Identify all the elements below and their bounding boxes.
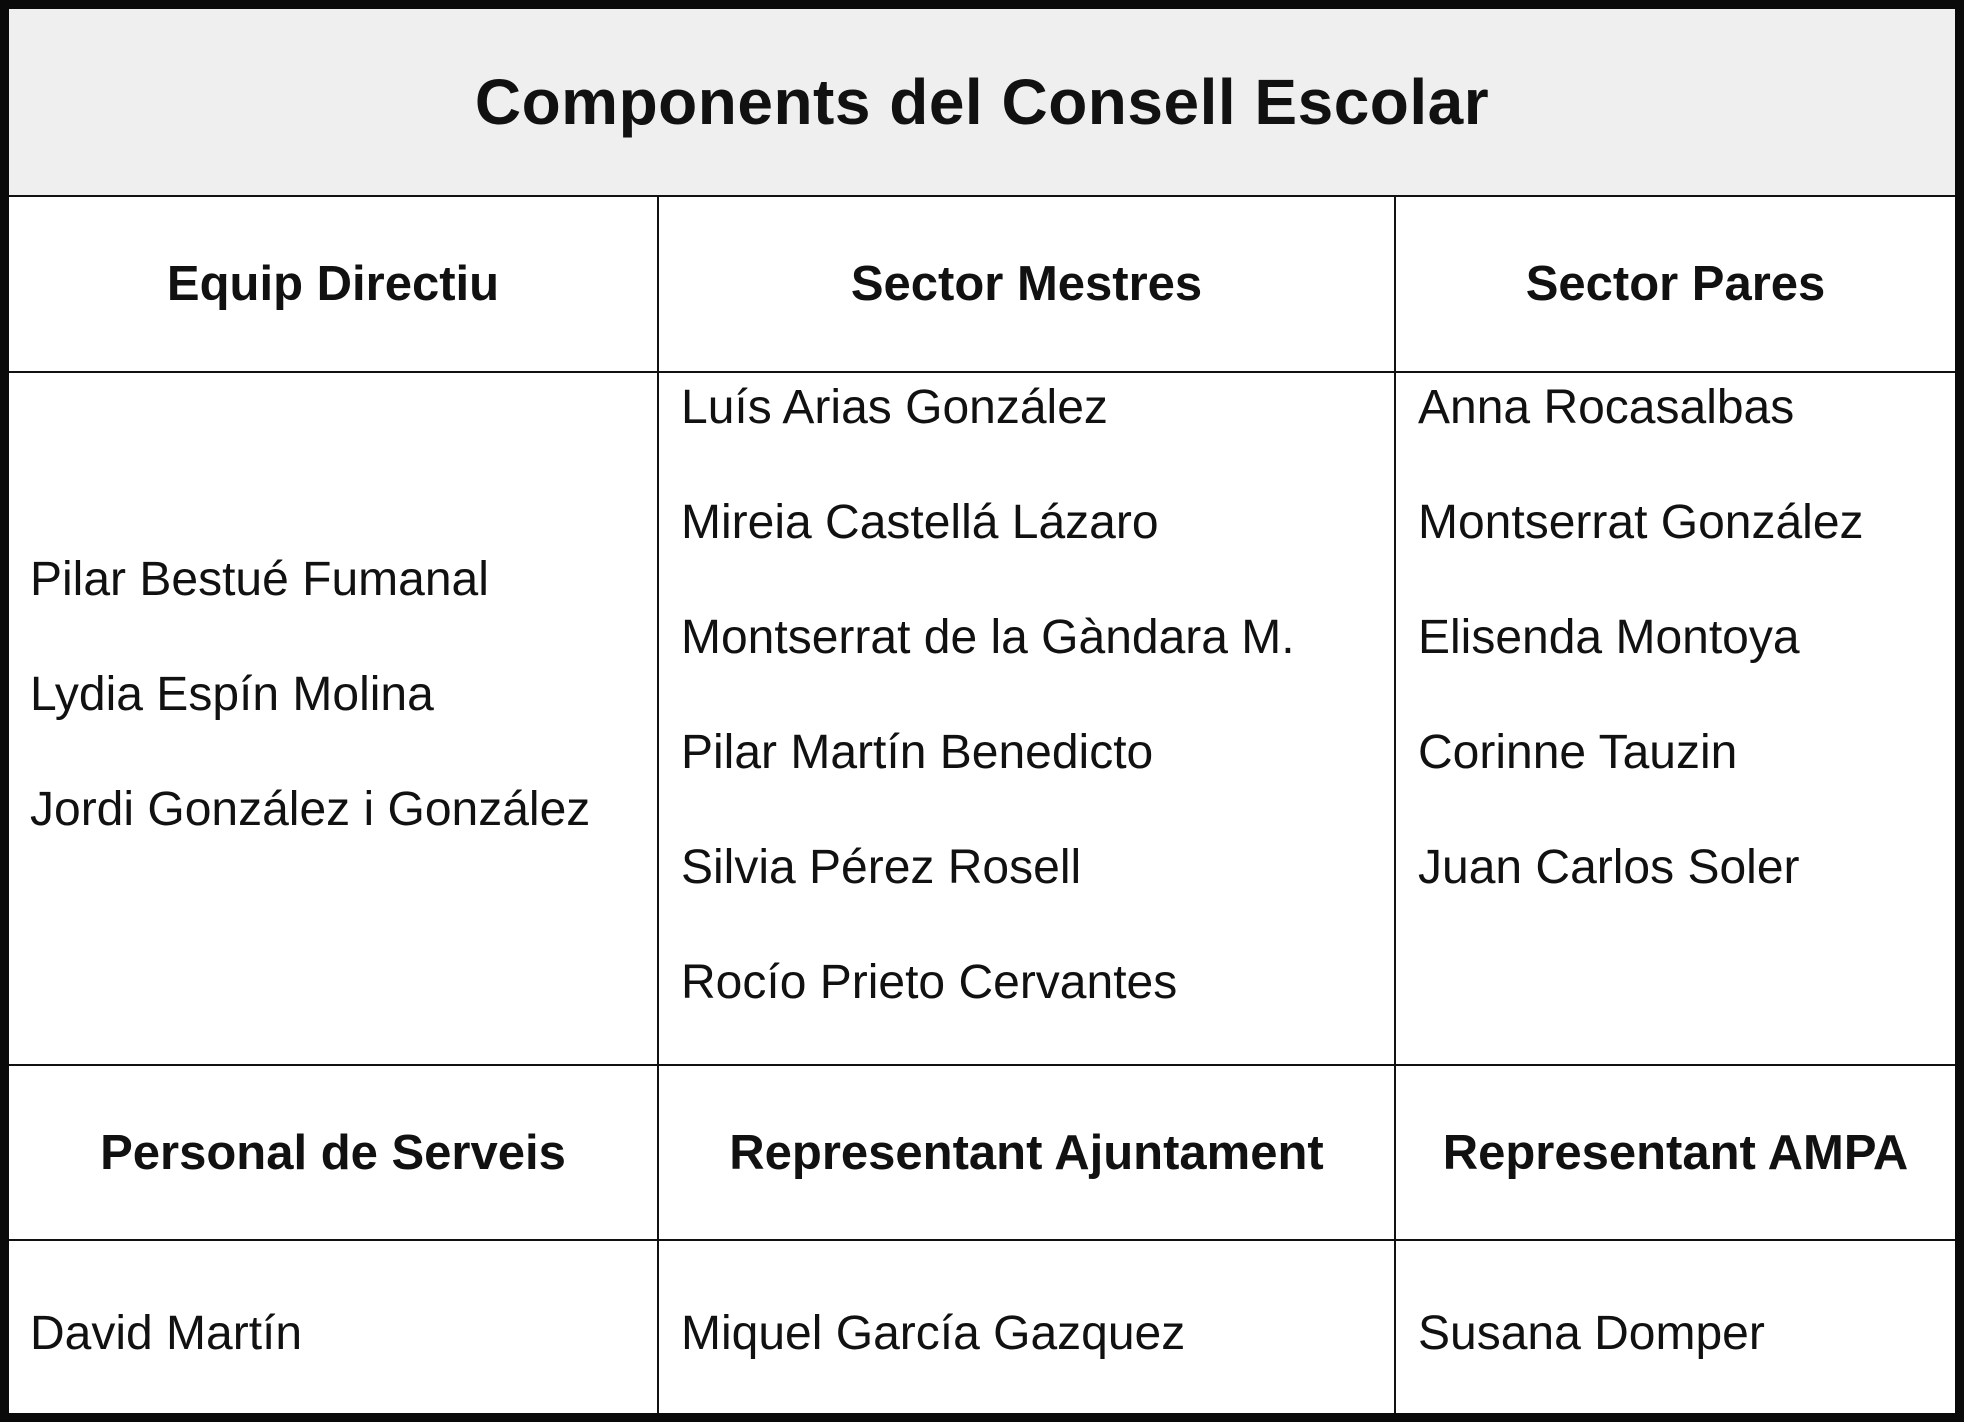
header-representant-ajuntament: Representant Ajuntament <box>729 1125 1324 1180</box>
list-item: Lydia Espín Molina <box>30 668 434 721</box>
title-bar <box>9 9 1955 197</box>
list-item: Anna Rocasalbas <box>1418 381 1795 434</box>
header-personal-serveis: Personal de Serveis <box>100 1125 566 1180</box>
sector-mestres-list <box>681 381 1295 1071</box>
personal-serveis-member: David Martín <box>30 1307 303 1360</box>
list-item: Rocío Prieto Cervantes <box>681 956 1178 1009</box>
list-item: Luís Arias González <box>681 381 1108 434</box>
list-item: Juan Carlos Soler <box>1418 841 1800 894</box>
sector-pares-list <box>1418 381 1864 956</box>
list-item: Jordi González i González <box>30 783 591 836</box>
equip-directiu-list <box>30 553 590 898</box>
page-title: Components del Consell Escolar <box>474 66 1490 138</box>
list-item: Corinne Tauzin <box>1418 726 1738 779</box>
header-equip-directiu: Equip Directiu <box>166 257 500 311</box>
header-representant-ampa: Representant AMPA <box>1442 1125 1909 1180</box>
list-item: Pilar Bestué Fumanal <box>30 553 489 606</box>
list-item: Elisenda Montoya <box>1418 611 1800 664</box>
row-divider-3 <box>9 1239 1955 1241</box>
header-sector-pares: Sector Pares <box>1525 257 1826 311</box>
header-sector-mestres: Sector Mestres <box>850 257 1203 311</box>
row-divider-1 <box>9 371 1955 373</box>
list-item: Pilar Martín Benedicto <box>681 726 1154 779</box>
list-item: Silvia Pérez Rosell <box>681 841 1082 894</box>
list-item: Montserrat de la Gàndara M. <box>681 611 1295 664</box>
list-item: Mireia Castellá Lázaro <box>681 496 1159 549</box>
representant-ampa-member: Susana Domper <box>1418 1307 1765 1360</box>
list-item: Montserrat González <box>1418 496 1864 549</box>
representant-ajuntament-member: Miquel García Gazquez <box>681 1307 1186 1360</box>
